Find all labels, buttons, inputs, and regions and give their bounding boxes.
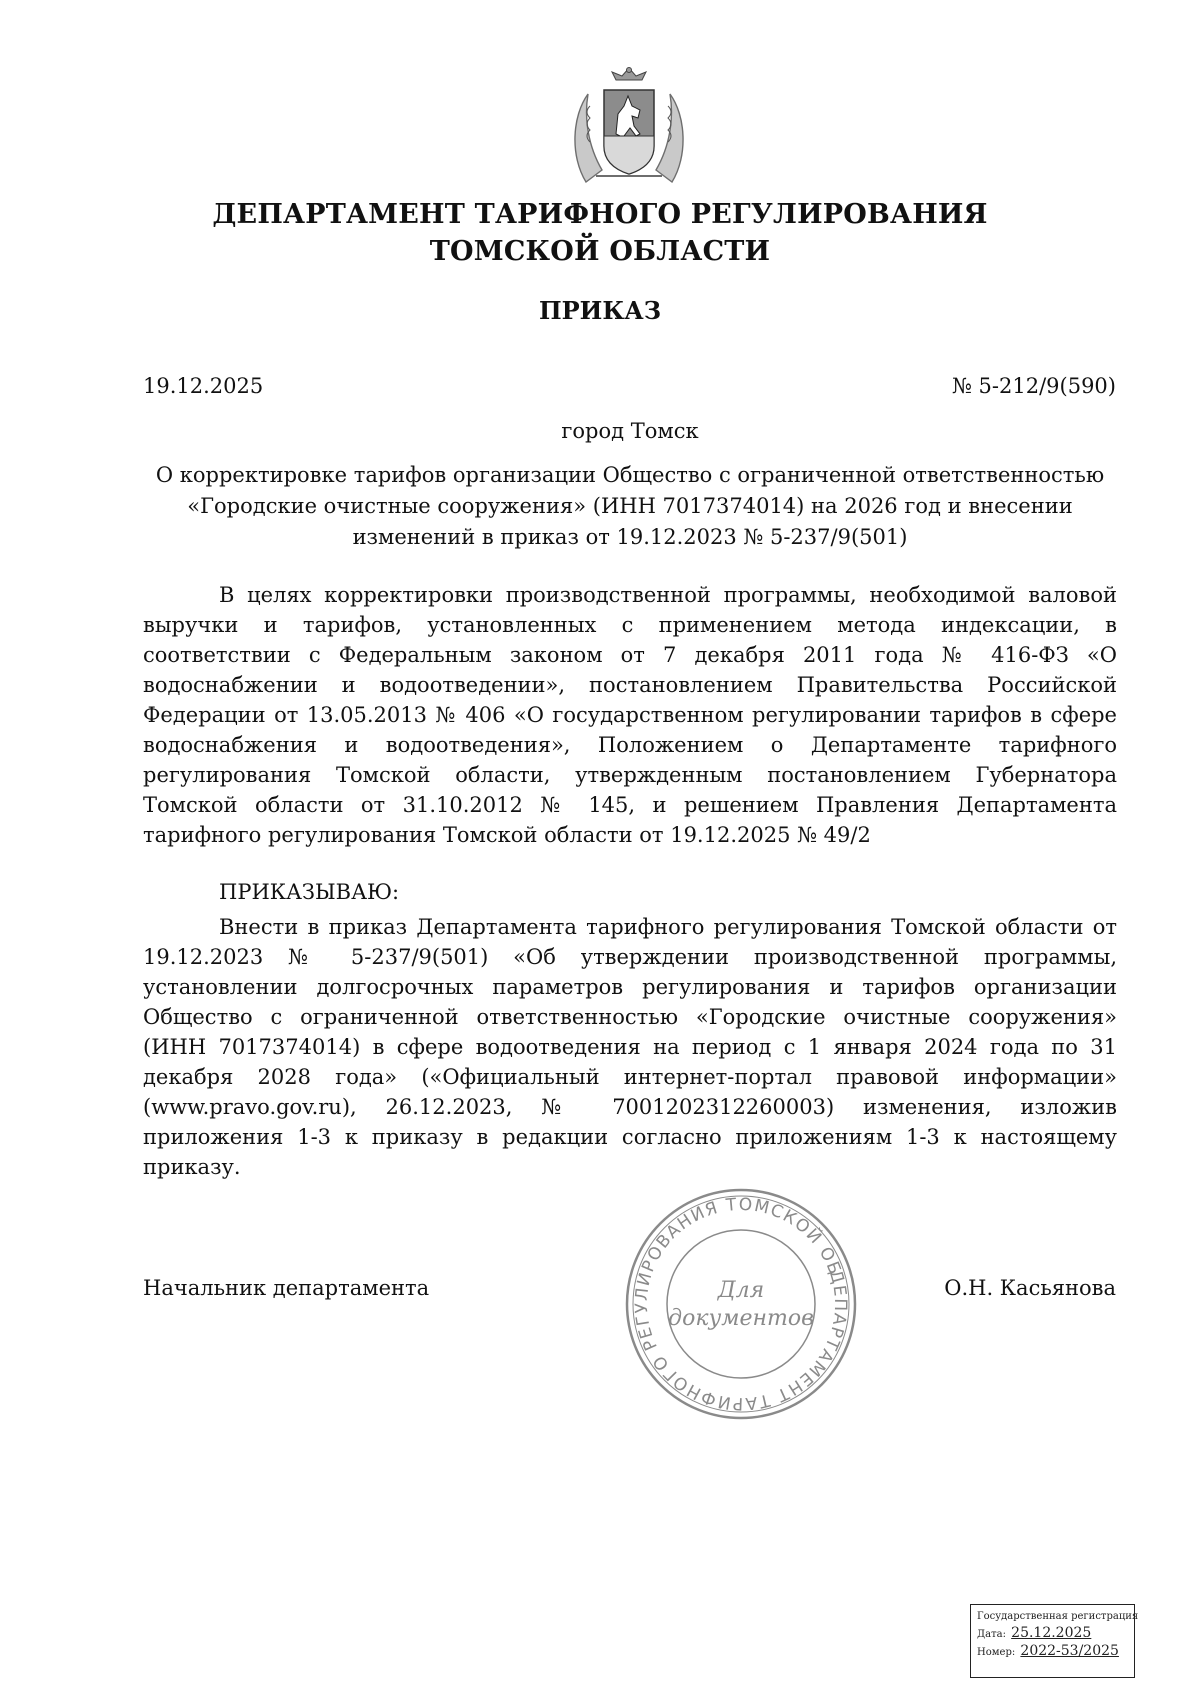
seal-center-line1: Для	[717, 1278, 765, 1303]
decree-line: 19.12.2023 № 5-237/9(501) «Об утверждении производственной программы,	[143, 945, 1117, 969]
registration-title: Государственная регистрация	[977, 1611, 1139, 1622]
order-number: № 5-212/9(590)	[952, 374, 1116, 398]
subject-line: О корректировке тарифов организации Общество с ограниченной ответственностью	[155, 463, 1105, 487]
registration-number-label: Номер:	[977, 1647, 1016, 1658]
preamble-line: водоснабжении и водоотведении», постановлением Правительства Российской	[143, 673, 1117, 697]
decree-line: приказу.	[143, 1155, 241, 1179]
decree-line: приложения 1-3 к приказу в редакции согласно приложениям 1-3 к настоящему	[143, 1125, 1117, 1149]
preamble-paragraph	[143, 580, 1117, 850]
decree-label: ПРИКАЗЫВАЮ:	[219, 880, 400, 904]
subject-line: «Городские очистные сооружения» (ИНН 7017374014) на 2026 год и внесении	[187, 494, 1073, 518]
svg-text:ДЕПАРТАМЕНТ ТАРИФНОГО РЕГУЛИРО	[622, 1185, 860, 1423]
department-name-line2: ТОМСКОЙ ОБЛАСТИ	[429, 236, 771, 267]
registration-number-value: 2022-53/2025	[1020, 1643, 1119, 1659]
coat-of-arms-icon	[566, 66, 692, 188]
preamble-line: выручки и тарифов, установленных с применением метода индексации, в	[143, 613, 1117, 637]
document-type: ПРИКАЗ	[538, 296, 662, 325]
decree-line: установлении долгосрочных параметров регулирования и тарифов организации	[143, 975, 1117, 999]
preamble-line: соответствии с Федеральным законом от 7 декабря 2011 года № 416-ФЗ «О	[143, 643, 1117, 667]
decree-line: Внести в приказ Департамента тарифного регулирования Томской области от	[219, 915, 1117, 939]
official-seal-icon	[622, 1185, 860, 1423]
signatory-name: О.Н. Касьянова	[944, 1276, 1116, 1300]
subject-line: изменений в приказ от 19.12.2023 № 5-237/9(501)	[352, 525, 908, 549]
preamble-line: тарифного регулирования Томской области от 19.12.2025 № 49/2	[143, 823, 871, 847]
decree-line: Общество с ограниченной ответственностью «Городские очистные сооружения»	[143, 1005, 1117, 1029]
seal-ring-text: ДЕПАРТАМЕНТ ТАРИФНОГО РЕГУЛИРОВАНИЯ ТОМСКОЙ ОБЛАСТИ	[631, 1194, 851, 1414]
order-subject	[150, 460, 1110, 553]
preamble-line: водоснабжения и водоотведения», Положением о Департаменте тарифного	[143, 733, 1117, 757]
decree-paragraph	[143, 912, 1117, 1182]
order-city: город Томск	[561, 419, 699, 443]
department-name-line1: ДЕПАРТАМЕНТ ТАРИФНОГО РЕГУЛИРОВАНИЯ	[212, 199, 988, 230]
registration-date-value: 25.12.2025	[1011, 1625, 1092, 1641]
registration-stamp	[970, 1604, 1139, 1678]
decree-line: (www.pravo.gov.ru), 26.12.2023, № 7001202312260003) изменения, изложив	[143, 1095, 1117, 1119]
decree-line: декабря 2028 года» («Официальный интернет-портал правовой информации»	[143, 1065, 1117, 1089]
seal-center-line2: документов	[668, 1306, 814, 1331]
department-name	[150, 196, 1050, 270]
order-date: 19.12.2025	[143, 374, 264, 398]
preamble-line: Федерации от 13.05.2013 № 406 «О государственном регулировании тарифов в сфере	[143, 703, 1117, 727]
preamble-line: регулирования Томской области, утвержденным постановлением Губернатора	[143, 763, 1117, 787]
registration-date-label: Дата:	[977, 1629, 1006, 1640]
signatory-position: Начальник департамента	[143, 1276, 430, 1300]
decree-line: (ИНН 7017374014) в сфере водоотведения на период с 1 января 2024 года по 31	[143, 1035, 1117, 1059]
preamble-line: Томской области от 31.10.2012 № 145, и решением Правления Департамента	[143, 793, 1117, 817]
preamble-line: В целях корректировки производственной программы, необходимой валовой	[219, 583, 1117, 607]
